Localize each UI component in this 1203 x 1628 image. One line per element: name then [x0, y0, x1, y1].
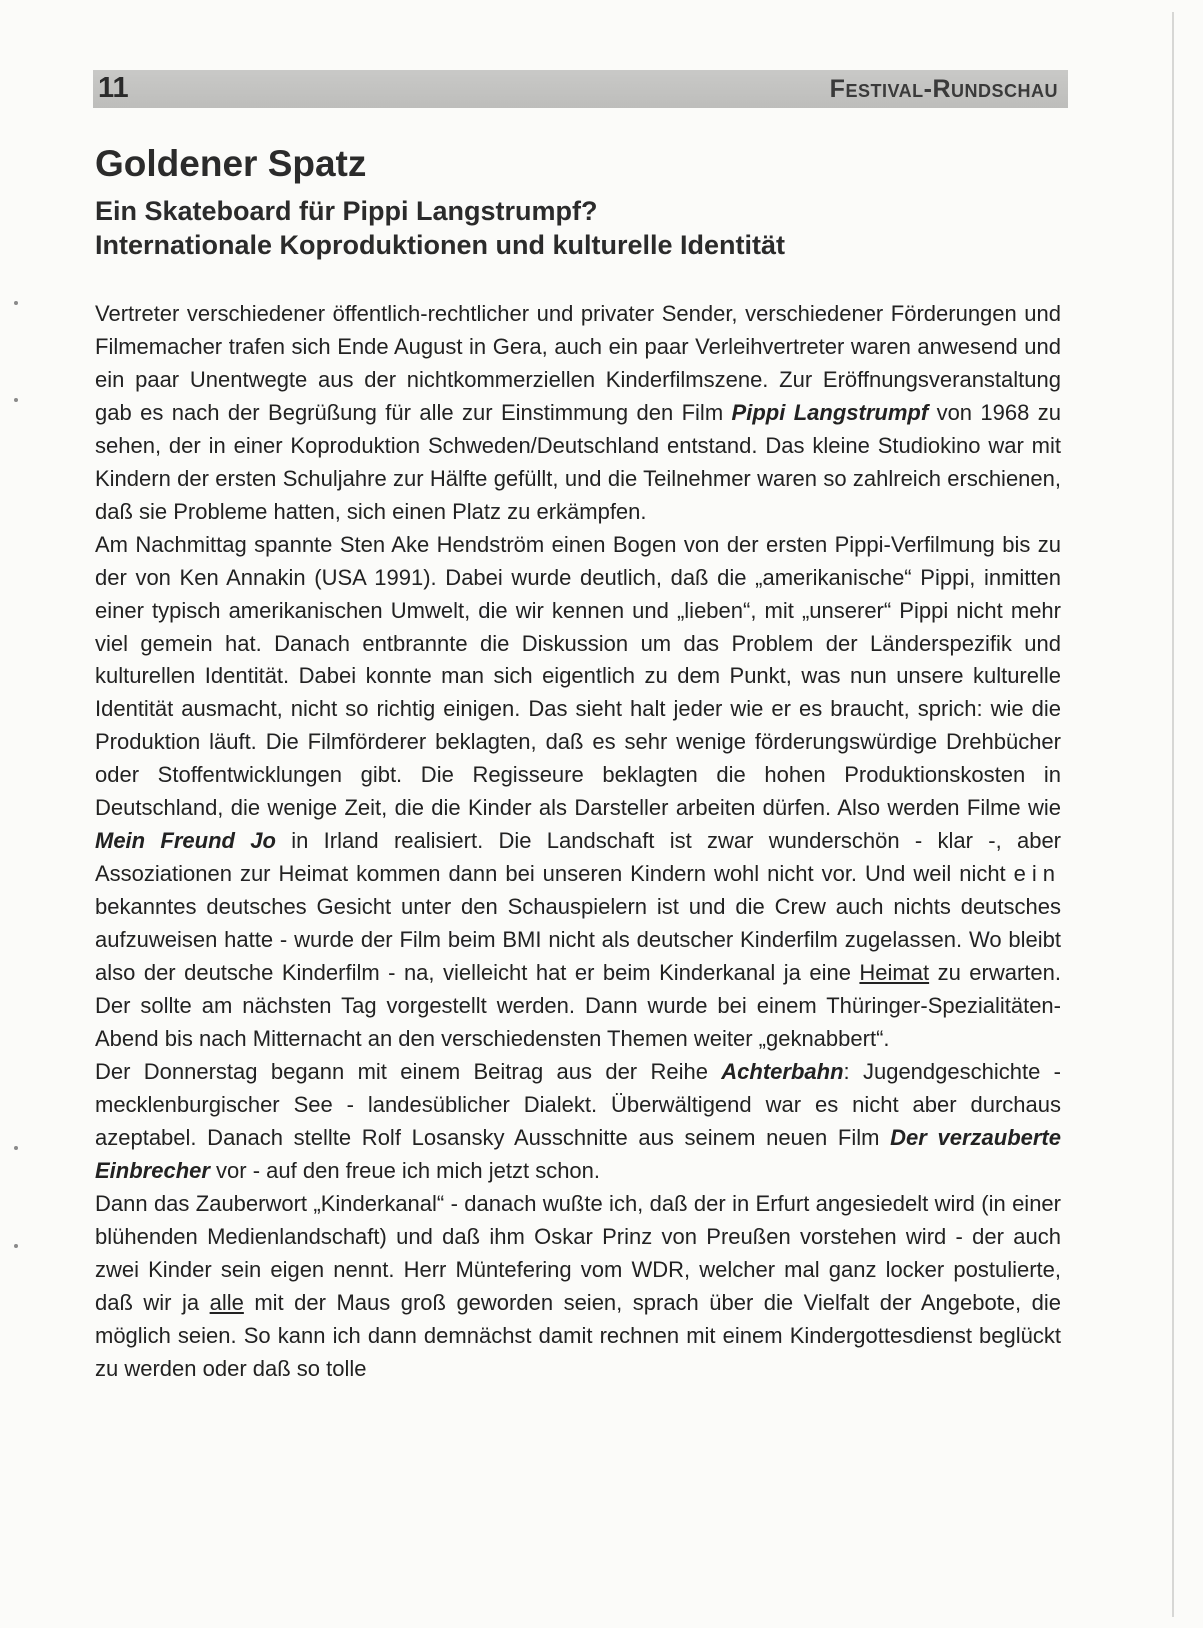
scan-edge-line [1172, 12, 1174, 1617]
scan-speck [14, 301, 18, 305]
paragraph: Vertreter verschiedener öffentlich-rechtlicher und privater Sender, verschiedener Förderungen und Filmemacher trafen sich Ende August in Gera, auch ein paar Verleihvertreter waren anwesend und ein paar Unentwegte aus der nichtkommerziellen Kinderfilmszene. Zur Eröffnungsveranstaltung gab es nach der Begrüßung für alle zur Einstimmung den Film Pippi Langstrumpf von 1968 zu sehen, der in einer Koproduktion Schweden/Deutschland entstand. Das kleine Studiokino war mit Kindern der ersten Schuljahre zur Hälfte gefüllt, und die Teilnehmer waren so zahlreich erschienen, daß sie Probleme hatten, sich einen Platz zu erkämpfen. [95, 301, 1062, 524]
section-title: Festival-Rundschau [829, 75, 1058, 103]
underlined-word: alle [209, 1289, 244, 1315]
scan-speck [14, 1244, 18, 1248]
underlined-word: Heimat [859, 960, 930, 986]
paragraph: Dann das Zauberwort „Kinderkanal“ - danach wußte ich, daß der in Erfurt angesiedelt wird (in einer blühenden Medienlandschaft) und daß ihm Oskar Prinz von Preußen vorstehen wird - der auch zwei Kinder sein eigen nennt. Herr Müntefering vom WDR, welcher mal ganz locker postulierte, daß wir ja alle mit der Maus groß geworden seien, sprach über die Vielfalt der Angebote, die möglich seien. So kann ich dann demnächst damit rechnen mit einem Kindergottesdienst beglückt zu werden oder daß so tolle [95, 1190, 1061, 1381]
film-title: Pippi Langstrumpf [731, 399, 929, 425]
page-header-bar [93, 70, 1068, 108]
paragraph: Der Donnerstag begann mit einem Beitrag aus der Reihe Achterbahn: Jugendgeschichte - mecklenburgischer See - landesüblicher Dialekt. Überwältigend war es nicht aber durchaus azeptabel. Danach stellte Rolf Losansky Ausschnitte aus seinem neuen Film Der verzauberte Einbrecher vor - auf den freue ich mich jetzt schon. [95, 1058, 1061, 1183]
article-body [95, 298, 1061, 1385]
paragraph: Am Nachmittag spannte Sten Ake Hendström einen Bogen von der ersten Pippi-Verfilmung bis zu der von Ken Annakin (USA 1991). Dabei wurde deutlich, daß die „amerikanische“ Pippi, inmitten einer typisch amerikanischen Umwelt, die wir kennen und „lieben“, mit „unserer“ Pippi nicht mehr viel gemein hat. Danach entbrannte die Diskussion um das Problem der Länderspezifik und kulturellen Identität. Dabei konnte man sich eigentlich zu dem Punkt, was nun unsere kulturelle Identität ausmacht, nicht so richtig einigen. Das sieht halt jeder wie er es braucht, sprich: wie die Produktion läuft. Die Filmförderer beklagten, daß es sehr wenige förderungswürdige Drehbücher oder Stoffentwicklungen gibt. Die Regisseure beklagten die hohen Produktionskosten in Deutschland, die wenige Zeit, die die Kinder als Darsteller arbeiten dürfen. Also werden Filme wie Mein Freund Jo in Irland realisiert. Die Landschaft ist zwar wunderschön - klar -, aber Assoziationen zur Heimat kommen dann bei unseren Kindern wohl nicht vor. Und weil nicht ein bekanntes deutsches Gesicht unter den Schauspielern ist und die Crew auch nichts deutsches aufzuweisen hatte - wurde der Film beim BMI nicht als deutscher Kinderfilm zugelassen. Wo bleibt also der deutsche Kinderfilm - na, vielleicht hat er beim Kinderkanal ja eine Heimat zu erwarten. Der sollte am nächsten Tag vorgestellt werden. Dann wurde bei einem Thüringer-Spezialitäten-Abend bis nach Mitternacht an den verschiedensten Themen weiter „geknabbert“. [95, 531, 1062, 1051]
spaced-emphasis: ein [1013, 861, 1061, 887]
scan-speck [14, 1146, 18, 1150]
page-number: 11 [98, 72, 129, 104]
series-title: Achterbahn [721, 1058, 844, 1084]
film-title: Mein Freund Jo [95, 828, 276, 854]
scan-speck [14, 398, 18, 402]
article-subtitle: Ein Skateboard für Pippi Langstrumpf? [95, 196, 598, 226]
film-title: Der verzauberte Einbrecher [95, 1124, 1061, 1183]
article-title: Goldener Spatz [95, 143, 367, 184]
article-subtitle: Internationale Koproduktionen und kulturelle Identität [95, 230, 786, 260]
